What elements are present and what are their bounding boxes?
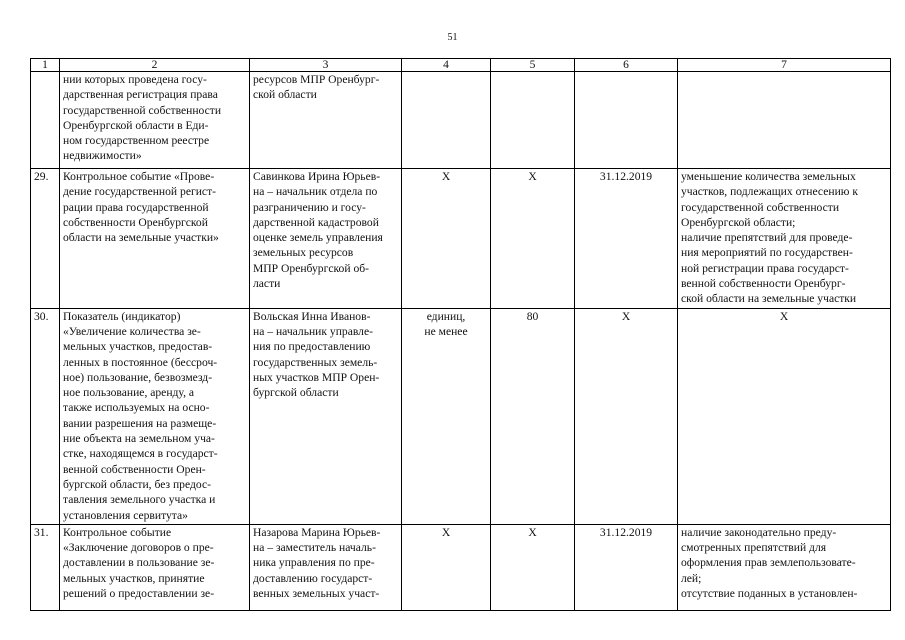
event-description-cell [60,524,250,610]
risks-line: наличие препятствий для проведе- [681,231,853,245]
event-description-line: ном государственном реестре [63,134,210,148]
value-value: Х [528,170,537,183]
responsible-person-line: ника управления по пре- [253,556,375,570]
risks-cell [678,308,891,524]
deadline-cell [575,169,678,309]
value-value: 80 [526,309,539,323]
event-description-line: ленных в постоянное (бессроч- [63,355,218,369]
deadline-cell [575,308,678,524]
event-description-line: тавления земельного участка и [63,493,216,507]
event-description-line: венной собственности Орен- [63,462,206,476]
responsible-person-line: ской области [253,88,317,102]
event-description-line: Оренбургской области в Еди- [63,118,209,132]
value-cell [491,524,575,610]
event-description-line: недвижимости» [63,149,142,163]
table-row [31,169,891,309]
column-number-row [31,59,891,72]
responsible-person-line: государственных земель- [253,355,378,369]
event-description-cell [60,169,250,309]
risks-line: ния мероприятий по государствен- [681,246,853,260]
event-description-line: «Увеличение количества зе- [63,324,201,338]
risks-line: оформления прав землепользовате- [681,556,856,570]
event-description-line: рации права государственной [63,200,209,214]
event-description-line: Показатель (индикатор) [63,309,181,323]
responsible-person-line: доставлению государст- [253,571,373,585]
responsible-person-line: Вольская Инна Иванов- [253,309,371,323]
responsible-person-line: дарственной кадастровой [253,215,379,229]
column-header-3: 3 [250,59,402,72]
responsible-person-cell [250,524,402,610]
table-row [31,72,891,169]
risks-line: участков, подлежащих отнесению к [681,185,858,199]
responsible-person-line: земельных ресурсов [253,246,354,260]
risks-cell [678,169,891,309]
column-header-6: 6 [575,59,678,72]
column-header-5: 5 [491,59,575,72]
event-description-line: установления сервитута» [63,508,188,522]
unit-cell [402,524,491,610]
column-header-1: 1 [31,59,60,72]
event-description-line: вании разрешения на размеще- [63,416,217,430]
risks-line: лей; [681,571,702,585]
event-description-line: также используемых на осно- [63,401,210,415]
event-description-line: Контрольное событие [63,525,172,539]
unit-value: Х [441,170,451,183]
event-description-line: Контрольное событие «Прове- [63,170,215,183]
table-row [31,308,891,524]
deadline-value: Х [621,309,631,323]
page-number: 51 [447,32,458,43]
deadline-value: 31.12.2019 [599,525,653,539]
responsible-person-line: на – начальник отдела по [253,185,378,199]
event-description-line: нии которых проведена госу- [63,73,207,86]
risks-cell [678,524,891,610]
responsible-person-cell [250,72,402,169]
deadline-cell [575,524,678,610]
unit-line: единиц, [426,309,466,323]
event-description-line: ное) пользование, безвозмезд- [63,370,213,384]
column-header-7: 7 [678,59,891,72]
unit-cell [402,308,491,524]
column-header-2: 2 [60,59,250,72]
event-description-cell [60,308,250,524]
row-number-value: 31. [34,525,49,539]
event-description-line: стке, находящемся в государст- [63,447,218,461]
responsible-person-line: Савинкова Ирина Юрьев- [253,170,381,183]
deadline-value: 31.12.2019 [599,170,653,183]
row-number-value: 29. [34,170,49,183]
table-row [31,524,891,610]
risks-cell [678,72,891,169]
responsible-person-line: оценке земель управления [253,231,383,245]
row-number-value: 30. [34,309,49,323]
value-cell [491,169,575,309]
event-description-cell [60,72,250,169]
deadline-cell [575,72,678,169]
column-header-4: 4 [402,59,491,72]
responsible-person-line: разграничению и госу- [253,200,366,214]
responsible-person-line: ния по предоставлению [253,340,371,354]
responsible-person-line: бургской области [253,386,339,400]
risks-line: Оренбургской области; [681,215,796,229]
risks-line: венной собственности Оренбург- [681,277,846,291]
event-description-line: мельных участков, принятие [63,571,205,585]
unit-value: Х [441,525,451,539]
responsible-person-line: венных земельных участ- [253,587,380,601]
row-number-cell [31,308,60,524]
responsible-person-line: на – начальник управле- [253,324,373,338]
responsible-person-line: ласти [253,277,281,291]
event-description-line: решений о предоставлении зе- [63,587,215,601]
event-description-line: области на земельные участки» [63,231,219,245]
event-description-line: бургской области, без предос- [63,477,211,491]
event-description-line: доставлении в пользование зе- [63,556,215,570]
responsible-person-line: Назарова Марина Юрьев- [253,525,381,539]
row-number-cell [31,72,60,169]
risks-line: уменьшение количества земельных [681,170,856,183]
unit-cell [402,169,491,309]
event-description-line: государственной собственности [63,103,222,117]
responsible-person-line: ресурсов МПР Оренбург- [253,73,380,86]
unit-cell [402,72,491,169]
value-cell [491,308,575,524]
risks-line: наличие законодательно преду- [681,525,837,539]
event-description-line: ное пользование, аренду, а [63,386,195,400]
event-description-line: собственности Оренбургской [63,215,208,229]
risks-value: Х [779,309,789,323]
risks-line: ской области на земельные участки [681,292,857,306]
responsible-person-cell [250,169,402,309]
risks-line: ной регистрации права государст- [681,261,849,275]
event-description-line: ние объекта на земельном уча- [63,432,215,446]
row-number-cell [31,524,60,610]
event-description-line: «Заключение договоров о пре- [63,541,214,555]
row-number-cell [31,169,60,309]
event-description-line: дарственная регистрация права [63,88,218,102]
risks-line: смотренных препятствий для [681,541,827,555]
unit-line: не менее [424,324,468,338]
event-description-line: мельных участков, предостав- [63,340,213,354]
responsible-person-line: МПР Оренбургской об- [253,261,369,275]
responsible-person-cell [250,308,402,524]
responsible-person-line: на – заместитель началь- [253,541,376,555]
event-description-line: дение государственной регист- [63,185,216,199]
responsible-person-line: ных участков МПР Орен- [253,370,380,384]
value-cell [491,72,575,169]
risks-line: отсутствие поданных в установлен- [681,587,858,601]
risks-line: государственной собственности [681,200,840,214]
plan-table [30,58,891,611]
value-value: Х [528,525,537,539]
